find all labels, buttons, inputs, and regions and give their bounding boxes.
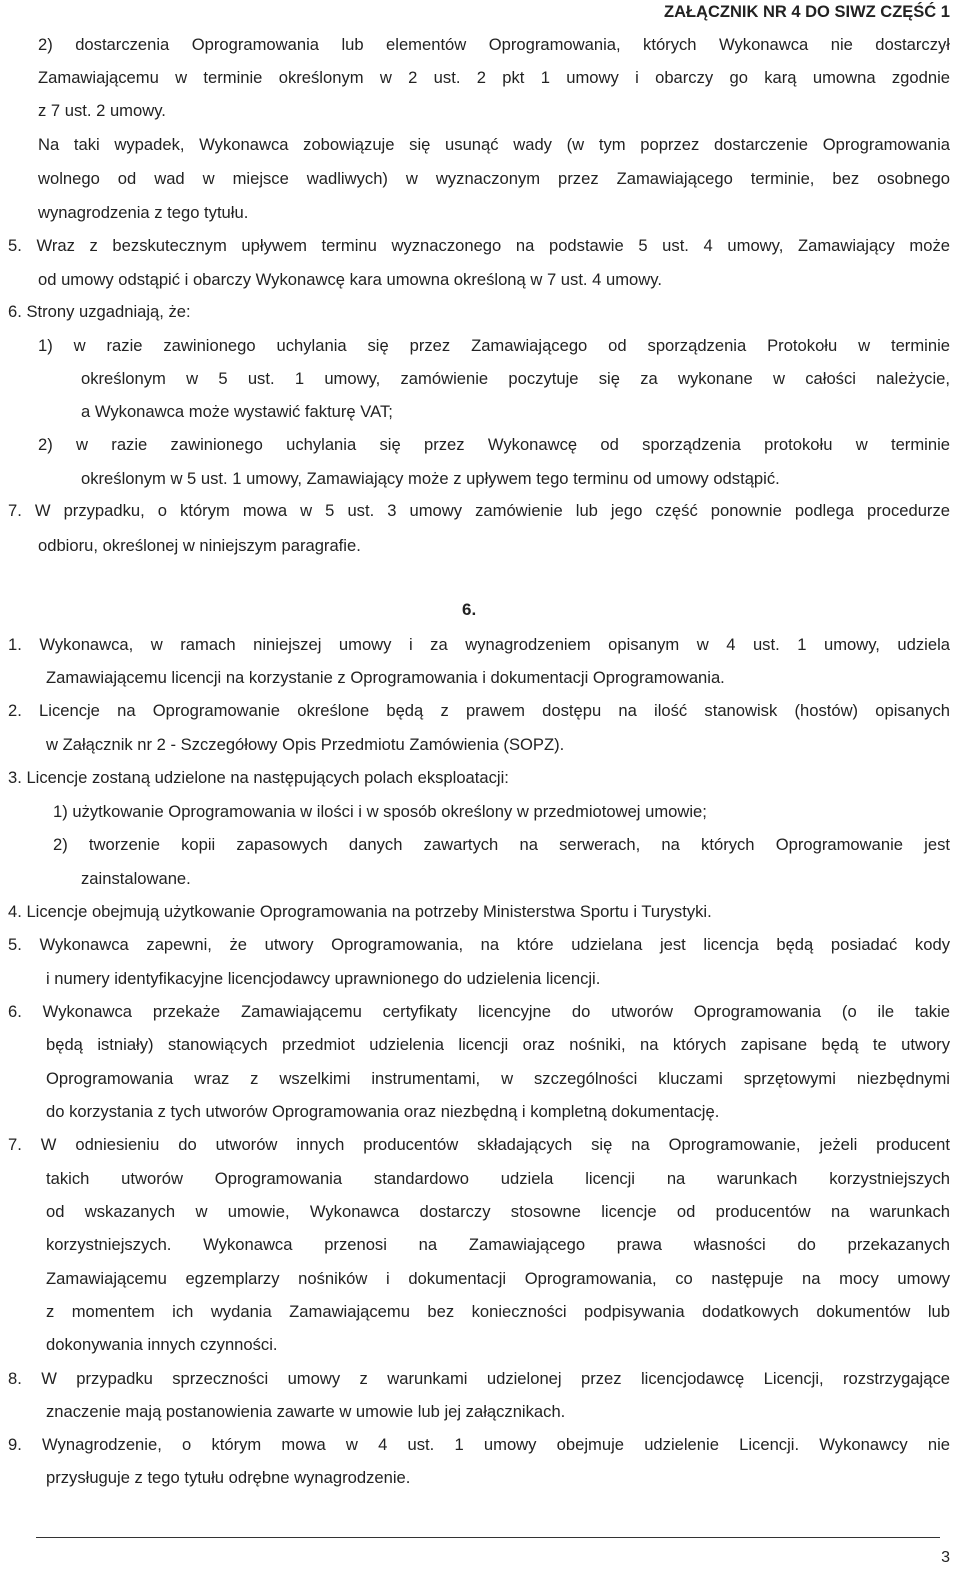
text-line: określonym w 5 ust. 1 umowy, zamówienie poczytuje się za wykonane w całości należycie, xyxy=(81,369,950,388)
text-line: od umowy odstąpić i obarczy Wykonawcę kara umowna określoną w 7 ust. 4 umowy. xyxy=(38,270,662,289)
text-line: zainstalowane. xyxy=(81,869,191,888)
text-line: określonym w 5 ust. 1 umowy, Zamawiający może z upływem tego terminu od umowy odstąpić. xyxy=(81,469,780,488)
text-line: z momentem ich wydania Zamawiającemu bez konieczności podpisywania dodatkowych dokumentów lub xyxy=(46,1302,950,1321)
text-line: Zamawiającemu w terminie określonym w 2 ust. 2 pkt 1 umowy i obarczy go karą umowna zgodnie xyxy=(38,68,950,87)
text-line: takich utworów Oprogramowania standardowo udziela licencji na warunkach korzystniejszych xyxy=(46,1169,950,1188)
text-line: 3. Licencje zostaną udzielone na następujących polach eksploatacji: xyxy=(8,768,509,787)
text-line: będą istniały) stanowiących przedmiot udzielenia licencji oraz nośniki, na których zapisane będą te utwory xyxy=(46,1035,950,1054)
text-line: od wskazanych w umowie, Wykonawca dostarczy stosowne licencje od producentów na warunkach xyxy=(46,1202,950,1221)
text-line: Na taki wypadek, Wykonawca zobowiązuje się usunąć wady (w tym poprzez dostarczenie Oprogramowania xyxy=(38,135,950,154)
text-line: Zamawiającemu egzemplarzy nośników i dokumentacji Oprogramowania, co następuje na mocy umowy xyxy=(46,1269,950,1288)
text-line: 1) użytkowanie Oprogramowania w ilości i w sposób określony w przedmiotowej umowie; xyxy=(53,802,707,821)
text-line: w Załącznik nr 2 - Szczegółowy Opis Przedmiotu Zamówienia (SOPZ). xyxy=(46,735,565,754)
text-line: Zamawiającemu licencji na korzystanie z Oprogramowania i dokumentacji Oprogramowania. xyxy=(46,668,725,687)
text-line: przysługuje z tego tytułu odrębne wynagrodzenie. xyxy=(46,1468,411,1487)
text-line: 1. Wykonawca, w ramach niniejszej umowy i za wynagrodzeniem opisanym w 4 ust. 1 umowy, udziela xyxy=(8,635,950,654)
text-line: 4. Licencje obejmują użytkowanie Oprogramowania na potrzeby Ministerstwa Sportu i Turystyki. xyxy=(8,902,712,921)
text-line: wolnego od wad w miejsce wadliwych) w wyznaczonym przez Zamawiającego terminie, bez osobnego xyxy=(38,169,950,188)
text-line: Oprogramowania wraz z wszelkimi instrumentami, w szczególności kluczami sprzętowymi niezbędnymi xyxy=(46,1069,950,1088)
text-line: 7. W odniesieniu do utworów innych producentów składających się na Oprogramowanie, jeżeli producent xyxy=(8,1135,950,1154)
section-title: 6. xyxy=(462,600,477,619)
text-line: do korzystania z tych utworów Oprogramowania oraz niezbędną i kompletną dokumentację. xyxy=(46,1102,720,1121)
text-line: 7. W przypadku, o którym mowa w 5 ust. 3 umowy zamówienie lub jego część ponownie podlega procedurze xyxy=(8,501,950,520)
document-header: ZAŁĄCZNIK NR 4 DO SIWZ CZĘŚĆ 1 xyxy=(663,3,950,21)
text-line: znaczenie mają postanowienia zawarte w umowie lub jej załącznikach. xyxy=(46,1402,566,1421)
text-line: wynagrodzenia z tego tytułu. xyxy=(38,203,249,222)
text-line: korzystniejszych. Wykonawca przenosi na Zamawiającego prawa własności do przekazanych xyxy=(46,1235,950,1254)
text-line: 2. Licencje na Oprogramowanie określone będą z prawem dostępu na ilość stanowisk (hostów) opisanych xyxy=(8,701,950,720)
text-line: 2) dostarczenia Oprogramowania lub elementów Oprogramowania, których Wykonawca nie dostarczył xyxy=(38,35,950,54)
text-line: dokonywania innych czynności. xyxy=(46,1335,278,1354)
text-line: i numery identyfikacyjne licencjodawcy uprawnionego do udzielenia licencji. xyxy=(46,969,601,988)
text-line: 5. Wraz z bezskutecznym upływem terminu wyznaczonego na podstawie 5 ust. 4 umowy, Zamawiający może xyxy=(8,236,950,255)
text-line: z 7 ust. 2 umowy. xyxy=(38,101,166,120)
text-line: 6. Wykonawca przekaże Zamawiającemu certyfikaty licencyjne do utworów Oprogramowania (o ile takie xyxy=(8,1002,950,1021)
text-line: 2) tworzenie kopii zapasowych danych zawartych na serwerach, na których Oprogramowanie jest xyxy=(53,835,950,854)
page-number: 3 xyxy=(941,1549,950,1566)
text-line: 9. Wynagrodzenie, o którym mowa w 4 ust. 1 umowy obejmuje udzielenie Licencji. Wykonawcy nie xyxy=(8,1435,950,1454)
text-line: 2) w razie zawinionego uchylania się przez Wykonawcę od sporządzenia protokołu w terminie xyxy=(38,435,950,454)
text-line: 1) w razie zawinionego uchylania się przez Zamawiającego od sporządzenia Protokołu w terminie xyxy=(38,336,950,355)
text-line: 6. Strony uzgadniają, że: xyxy=(8,302,191,321)
text-line: 8. W przypadku sprzeczności umowy z warunkami udzielonej przez licencjodawcę Licencji, rozstrzygające xyxy=(8,1369,950,1388)
text-line: odbioru, określonej w niniejszym paragrafie. xyxy=(38,536,361,555)
text-line: a Wykonawca może wystawić fakturę VAT; xyxy=(81,402,393,421)
text-line: 5. Wykonawca zapewni, że utwory Oprogramowania, na które udzielana jest licencja będą posiadać kody xyxy=(8,935,950,954)
footer-divider xyxy=(36,1537,940,1538)
